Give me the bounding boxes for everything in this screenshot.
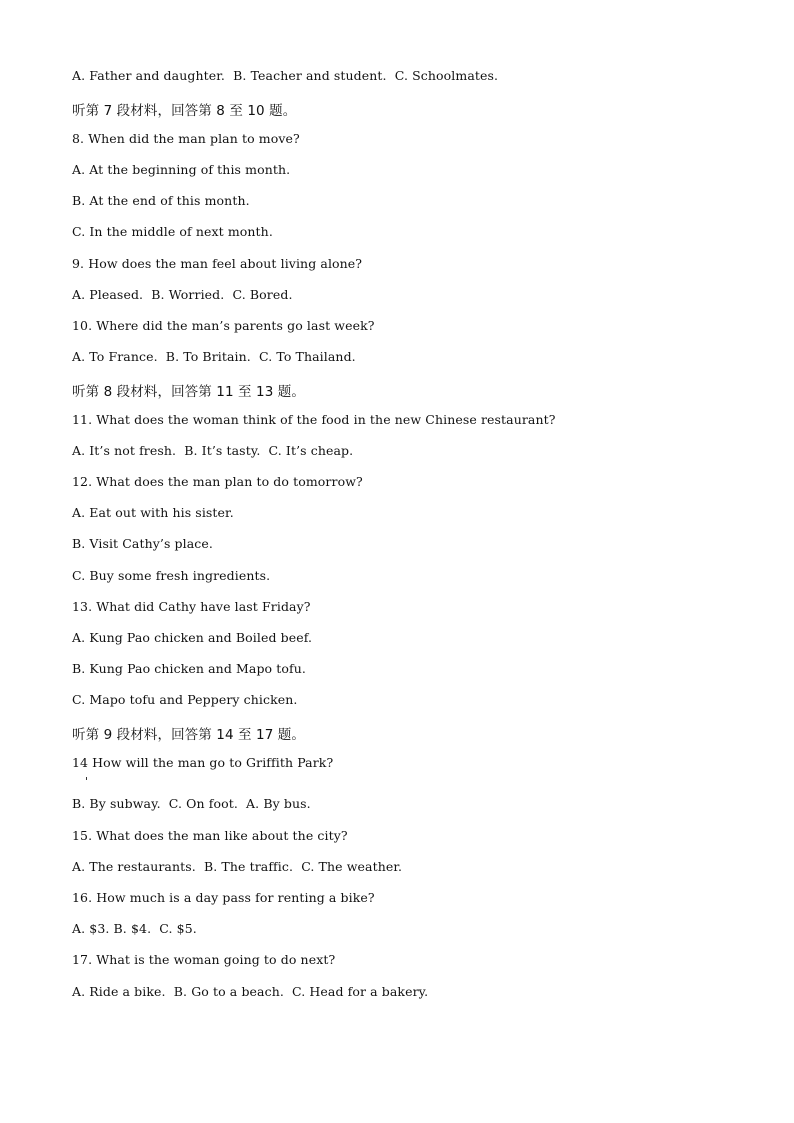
q13-question: 13. What did Cathy have last Friday? xyxy=(72,599,311,614)
q12-option-a: A. Eat out with his sister. xyxy=(72,505,234,520)
q9-options: A. Pleased. B. Worried. C. Bored. xyxy=(72,287,293,302)
q15-question: 15. What does the man like about the city? xyxy=(72,828,348,843)
q13-option-b: B. Kung Pao chicken and Mapo tofu. xyxy=(72,661,306,676)
q10-question: 10. Where did the man’s parents go last week? xyxy=(72,318,375,333)
section-7-heading: 听第 7 段材料，回答第 8 至 10 题。 xyxy=(72,103,297,119)
q16-question: 16. How much is a day pass for renting a bike? xyxy=(72,890,375,905)
q13-option-a: A. Kung Pao chicken and Boiled beef. xyxy=(72,630,313,645)
q8-option-b: B. At the end of this month. xyxy=(72,193,250,208)
q13-option-c: C. Mapo tofu and Peppery chicken. xyxy=(72,692,298,707)
q12-question: 12. What does the man plan to do tomorrow? xyxy=(72,474,363,489)
q14-question: 14 How will the man go to Griffith Park? xyxy=(72,755,334,770)
q12-option-b: B. Visit Cathy’s place. xyxy=(72,536,213,551)
q9-question: 9. How does the man feel about living alone? xyxy=(72,256,363,271)
q8-option-a: A. At the beginning of this month. xyxy=(72,162,291,177)
q14-options: B. By subway. C. On foot. A. By bus. xyxy=(72,796,311,811)
q17-options: A. Ride a bike. B. Go to a beach. C. Head for a bakery. xyxy=(72,984,429,999)
q12-option-c: C. Buy some fresh ingredients. xyxy=(72,568,271,583)
section-9-heading: 听第 9 段材料，回答第 14 至 17 题。 xyxy=(72,727,305,743)
section-8-heading: 听第 8 段材料，回答第 11 至 13 题。 xyxy=(72,384,305,400)
q11-options: A. It’s not fresh. B. It’s tasty. C. It’s cheap. xyxy=(72,443,354,458)
q17-question: 17. What is the woman going to do next? xyxy=(72,952,336,967)
q8-question: 8. When did the man plan to move? xyxy=(72,131,300,146)
q7-options: A. Father and daughter. B. Teacher and student. C. Schoolmates. xyxy=(72,68,499,83)
q8-option-c: C. In the middle of next month. xyxy=(72,224,273,239)
q15-options: A. The restaurants. B. The traffic. C. The weather. xyxy=(72,859,403,874)
q16-options: A. $3. B. $4. C. $5. xyxy=(72,921,197,936)
q11-question: 11. What does the woman think of the food in the new Chinese restaurant? xyxy=(72,412,556,427)
stray-mark xyxy=(86,777,87,780)
q10-options: A. To France. B. To Britain. C. To Thailand. xyxy=(72,349,356,364)
